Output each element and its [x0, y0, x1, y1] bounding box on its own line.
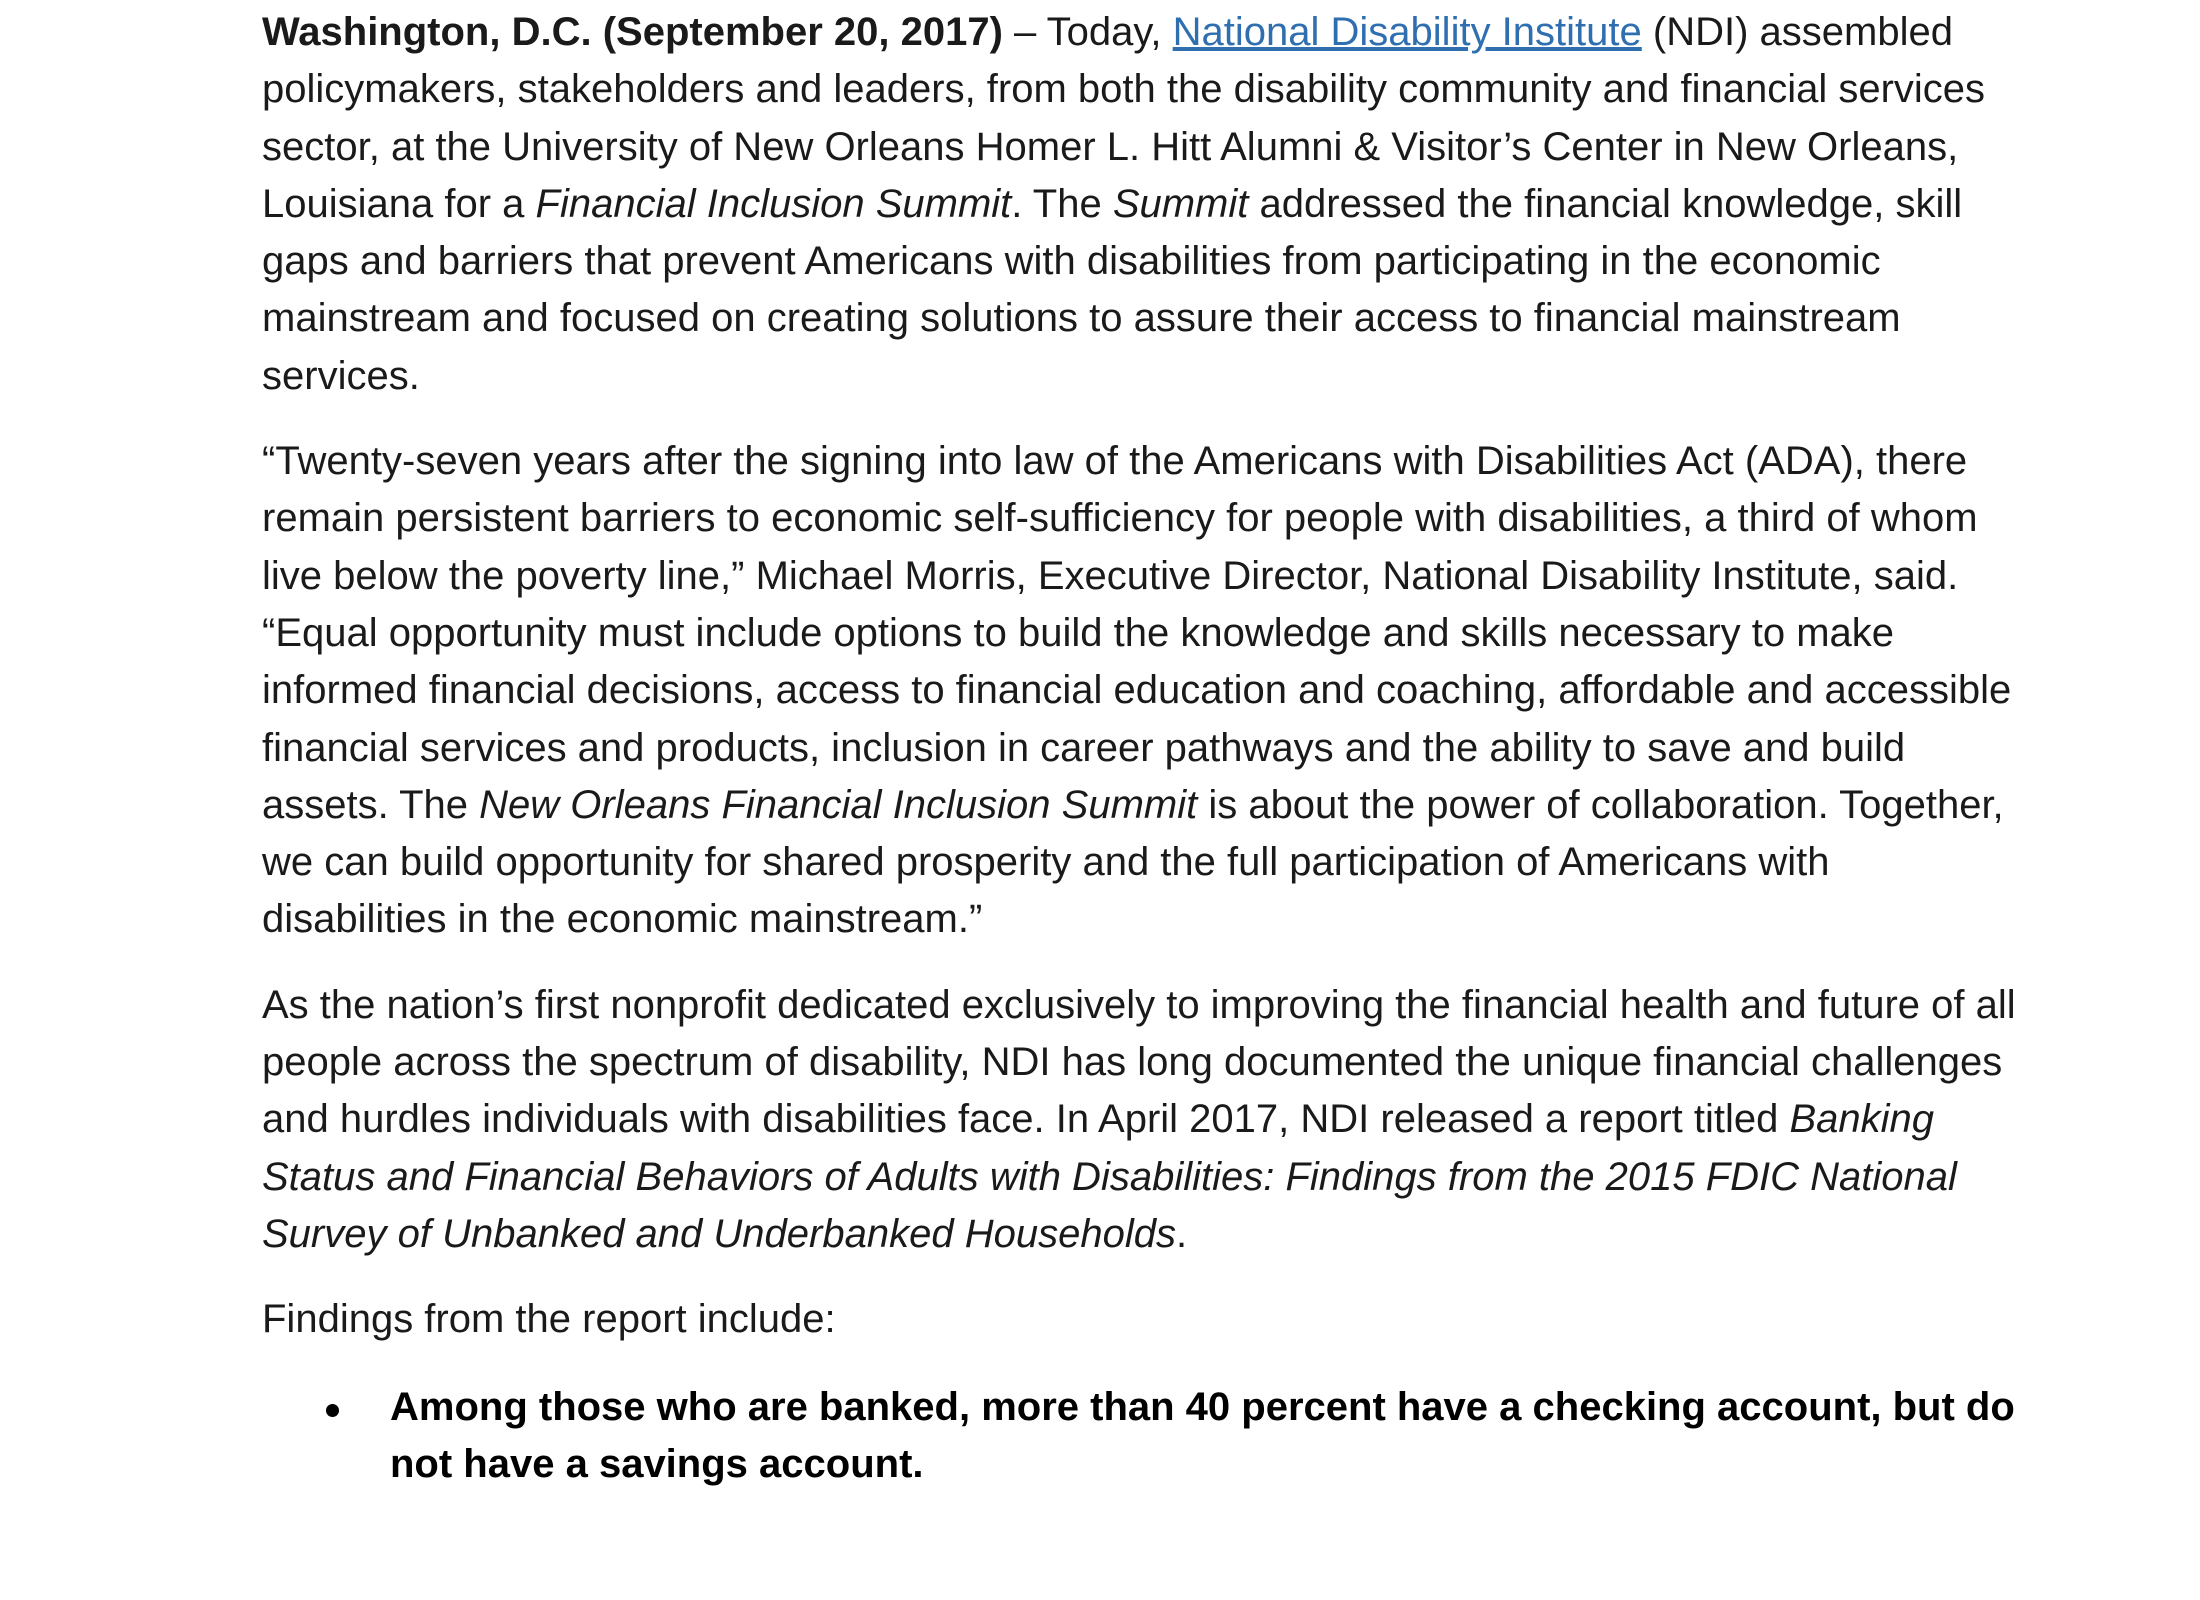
list-item — [262, 1379, 2022, 1494]
paragraph-report — [262, 977, 2022, 1263]
findings-intro: Findings from the report include: — [262, 1297, 836, 1342]
summit-italic: Summit — [1112, 181, 1249, 226]
paragraph-intro-text-b: (NDI) assembled policymakers, stakeholders and leaders, from both the disability community and financial services sector, at the University of New Orleans Homer L. Hitt Alumni & Visitor’s Center in New Orleans, Louisiana for a — [262, 10, 1986, 226]
paragraph-quote-text-a: “Twenty-seven years after the signing into law of the Americans with Disabilities Act (ADA), there remain persistent barriers to economic self-sufficiency for people with disabilities, a third of whom live below the poverty line,” Michael Morris, Executive Director, National Disability Institute, said. “Equal opportunity must include options to build the knowledge and skills necessary to make informed financial decisions, access to financial education and coaching, affordable and accessible financial services and products, inclusion in career pathways and the ability to save and build assets. The — [262, 439, 2012, 827]
paragraph-intro-text-a: – Today, — [1002, 10, 1173, 54]
paragraph-intro-text-d: addressed the financial knowledge, skill gaps and barriers that prevent Americans with disabilities from participating in the economic mainstream and focused on creating solutions to assure their access to financial mainstream services. — [262, 181, 1963, 398]
ndi-link[interactable]: National Disability Institute — [1172, 10, 1642, 54]
paragraph-intro — [262, 4, 2022, 405]
bullet-icon — [326, 1404, 339, 1417]
paragraph-quote — [262, 433, 2022, 949]
paragraph-report-text-b: . — [1175, 1211, 1188, 1256]
paragraph-quote-text-b: is about the power of collaboration. Together, we can build opportunity for shared prosperity and the full participation of Americans with disabilities in the economic mainstream.” — [262, 782, 2004, 942]
dateline: Washington, D.C. (September 20, 2017) — [262, 10, 1003, 54]
findings-list — [262, 1379, 2022, 1494]
summit-title-italic: Financial Inclusion Summit — [535, 181, 1012, 226]
paragraph-report-text-a: As the nation’s first nonprofit dedicated exclusively to improving the financial health and future of all people across the spectrum of disability, NDI has long documented the unique financial challenges and hurdles individuals with disabilities face. In April 2017, NDI released a report titled — [262, 982, 2016, 1142]
press-release-body — [262, 4, 2022, 1493]
new-orleans-summit-italic: New Orleans Financial Inclusion Summit — [479, 782, 1198, 827]
finding-text: Among those who are banked, more than 40 percent have a checking account, but do not have a savings account. — [390, 1384, 2015, 1486]
report-title-italic: Banking Status and Financial Behaviors of Adults with Disabilities: Findings from the 2015 FDIC National Survey of Unbanked and Underbanked Households — [262, 1097, 1957, 1256]
paragraph-intro-text-c: . The — [1011, 181, 1113, 226]
